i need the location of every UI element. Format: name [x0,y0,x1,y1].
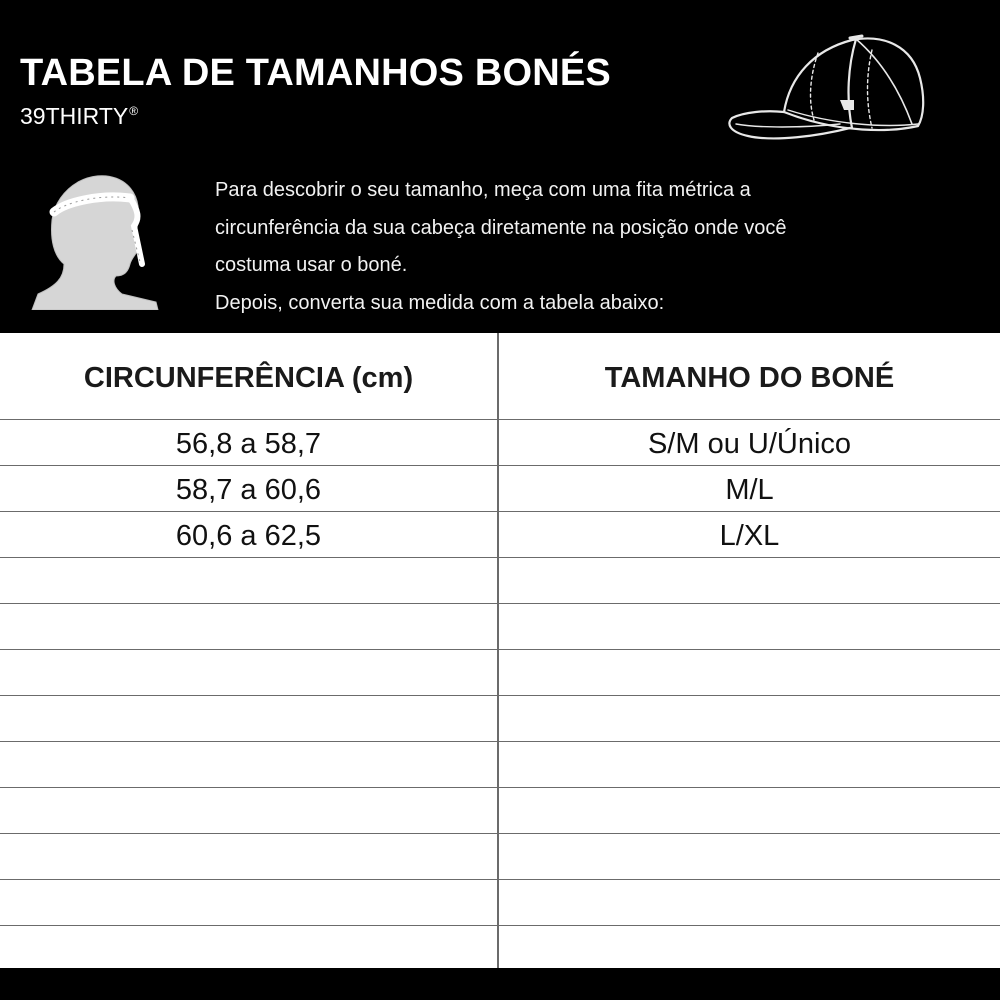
cell-cap-size [499,880,1000,926]
head-measuring-tape-icon [30,160,165,310]
instruction-line: circunferência da sua cabeça diretamente na posição onde você [215,216,787,239]
column-header-cap-size: TAMANHO DO BONÉ [604,362,895,394]
baseball-cap-icon [722,28,932,153]
table-row [0,466,1000,512]
table-row [0,834,1000,880]
model-label: 39THIRTY [20,103,129,129]
cell-circumference [0,604,497,650]
column-header-circumference: CIRCUNFERÊNCIA (cm) [83,362,414,394]
cell-circumference: 58,7 a 60,6 [175,474,322,506]
cell-cap-size: L/XL [719,520,780,552]
table-row [0,512,1000,558]
table-row [0,742,1000,788]
registered-mark: ® [129,104,139,118]
cell-cap-size [499,696,1000,742]
table-row [0,558,1000,604]
model-name [20,103,138,130]
cell-cap-size [499,604,1000,650]
cell-cap-size [499,742,1000,788]
table-row [0,696,1000,742]
table-row [0,926,1000,972]
cell-circumference: 56,8 a 58,7 [175,428,322,460]
cell-circumference [0,650,497,696]
table-row [0,880,1000,926]
cell-circumference [0,742,497,788]
size-table [0,333,1000,968]
column-divider [497,333,499,968]
cell-circumference [0,696,497,742]
cell-cap-size [499,834,1000,880]
cell-circumference [0,926,497,972]
cell-circumference [0,788,497,834]
table-header-row [0,333,1000,420]
instruction-line: Depois, converta sua medida com a tabela abaixo: [215,291,665,314]
cell-cap-size [499,926,1000,972]
cell-cap-size [499,558,1000,604]
cell-circumference: 60,6 a 62,5 [175,520,322,552]
table-row [0,604,1000,650]
instruction-line: costuma usar o boné. [215,254,408,277]
cell-cap-size [499,788,1000,834]
footer-bar [0,968,1000,1000]
cell-circumference [0,558,497,604]
instruction-line: Para descobrir o seu tamanho, meça com uma fita métrica a [215,179,751,201]
page-title: TABELA DE TAMANHOS BONÉS [20,52,611,94]
instructions-text [215,172,985,322]
cell-circumference [0,834,497,880]
cell-cap-size: M/L [725,474,774,506]
header-panel [0,0,1000,333]
table-row [0,650,1000,696]
cell-circumference [0,880,497,926]
table-row [0,420,1000,466]
cell-cap-size [499,650,1000,696]
table-row [0,788,1000,834]
cell-cap-size: S/M ou U/Único [647,428,852,460]
